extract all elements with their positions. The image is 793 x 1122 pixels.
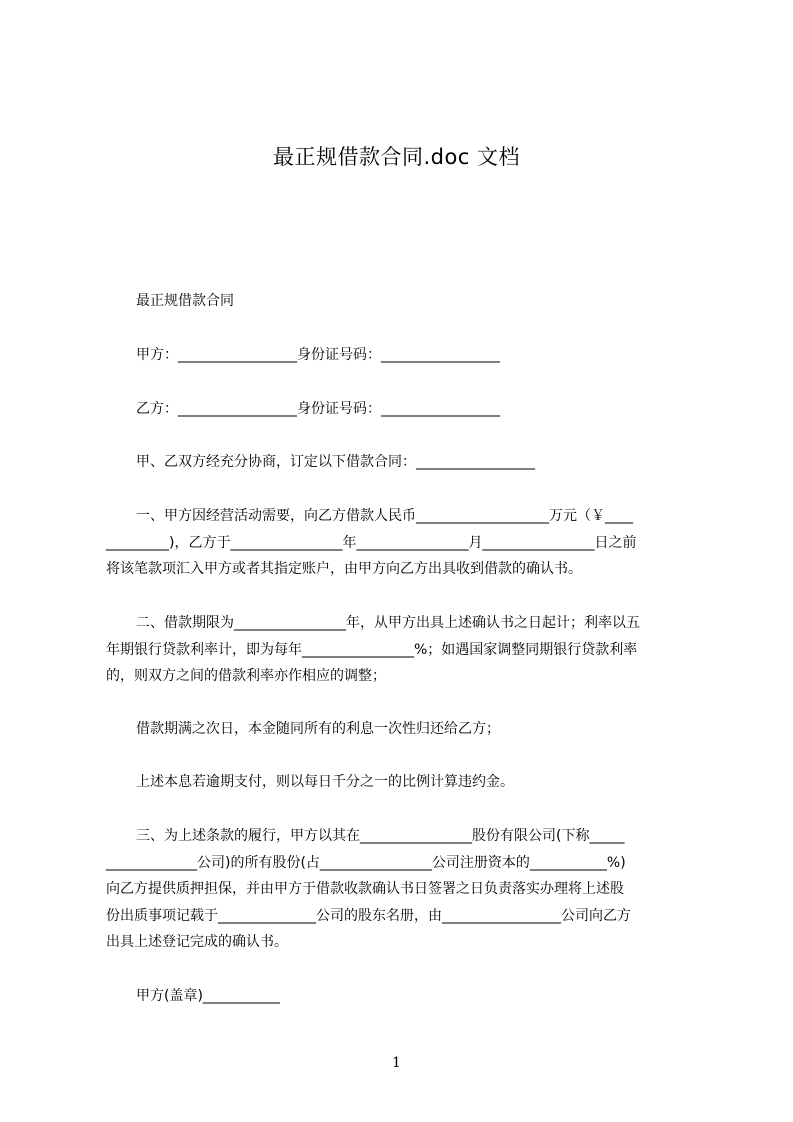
clause-1 bbox=[106, 503, 702, 583]
clause-3-line: 三、为上述条款的履行，甲方以其在________________股份有限公司(下称_____ bbox=[136, 828, 625, 844]
clause-1-line: 将该笔款项汇入甲方或者其指定账户，由甲方向乙方出具收到借款的确认书。 bbox=[106, 561, 582, 577]
party-a-line: 甲方：_________________身份证号码：_________________ bbox=[136, 347, 500, 363]
clause-3-line: 向乙方提供质押担保，并由甲方于借款收款确认书日签署之日负责落实办理将上述股 bbox=[106, 881, 624, 897]
clause-2 bbox=[106, 610, 702, 690]
agreement-line: 甲、乙双方经充分协商，订定以下借款合同：_________________ bbox=[136, 454, 535, 470]
clause-2-line: 的，则双方之间的借款利率亦作相应的调整； bbox=[106, 668, 386, 684]
penalty-line: 上述本息若逾期支付，则以每日千分之一的比例计算违约金。 bbox=[136, 774, 514, 790]
document-title: 最正规借款合同.doc 文档 bbox=[272, 145, 521, 169]
clause-3-line: _____________公司)的所有股份(占________________公司注册资本的___________%) bbox=[106, 854, 626, 871]
party-b-line: 乙方：_________________身份证号码：_________________ bbox=[136, 401, 500, 417]
clause-3-line: 出具上述登记完成的确认书。 bbox=[106, 934, 288, 950]
clause-1-line: 一、甲方因经营活动需要，向乙方借款人民币___________________万元（￥____ bbox=[136, 508, 633, 524]
contract-heading: 最正规借款合同 bbox=[136, 293, 234, 309]
clause-3 bbox=[106, 823, 702, 956]
clause-3-line: 份出质事项记载于______________公司的股东名册，由_________________公司向乙方 bbox=[106, 907, 631, 924]
page-number: 1 bbox=[392, 1055, 401, 1071]
clause-1-line: _________)，乙方于________________年________________月________________日之前 bbox=[106, 534, 637, 551]
repayment-line: 借款期满之次日，本金随同所有的利息一次性归还给乙方； bbox=[136, 721, 500, 737]
party-a-seal-line: 甲方(盖章)___________ bbox=[136, 988, 280, 1004]
clause-2-line: 年期银行贷款利率计，即为每年________________%；如遇国家调整同期银行贷款利率 bbox=[106, 641, 638, 658]
clause-2-line: 二、借款期限为________________年，从甲方出具上述确认书之日起计；利率以五 bbox=[136, 615, 640, 631]
